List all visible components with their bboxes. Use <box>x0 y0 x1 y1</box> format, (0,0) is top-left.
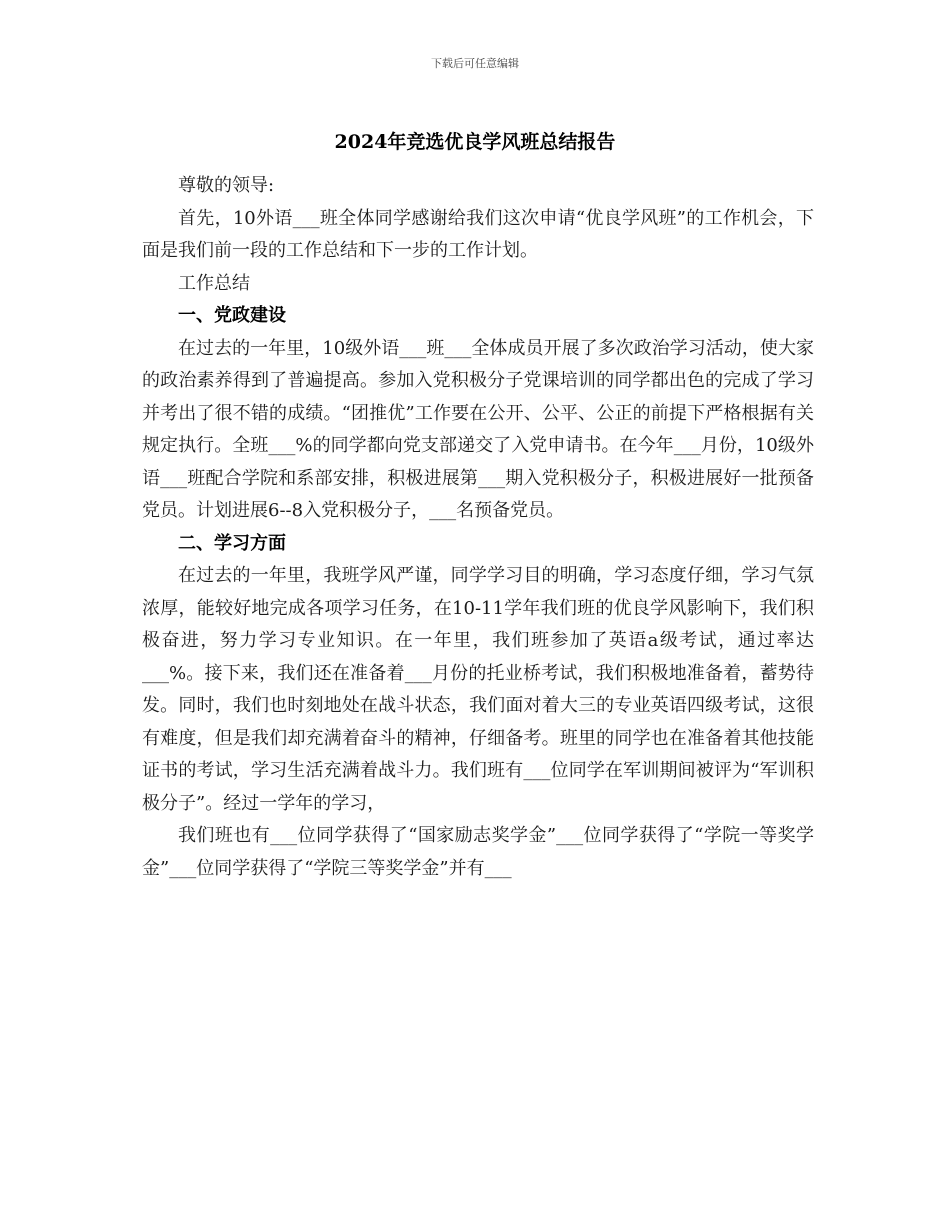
document-body <box>142 170 814 885</box>
section-label: 工作总结 <box>178 272 250 294</box>
section-heading-party: 一、党政建设 <box>178 305 286 326</box>
header-note: 下载后可任意编辑 <box>431 57 519 70</box>
party-paragraph: 在过去的一年里，10级外语___班___全体成员开展了多次政治学习活动，使大家的政治素养得到了普遍提高。参加入党积极分子党课培训的同学都出色的完成了学习并考出了很不错的成绩。“团推优”工作要在公开、公平、公正的前提下严格根据有关规定执行。全班___%的同学都向党支部递交了入党申请书。在今年___月份，10级外语___班配合学院和系部安排，积极进展第___期入党积极分子，积极进展好一批预备党员。计划进展6--8入党积极分子，___名预备党员。 <box>142 337 814 521</box>
study-paragraph: 在过去的一年里，我班学风严谨，同学学习目的明确，学习态度仔细，学习气氛浓厚，能较好地完成各项学习任务，在10-11学年我们班的优良学风影响下，我们积极奋进，努力学习专业知识。在一年里，我们班参加了英语a级考试，通过率达___%。接下来，我们还在准备着___月份的托业桥考试，我们积极地准备着，蓄势待发。同时，我们也时刻地处在战斗状态，我们面对着大三的专业英语四级考试，这很有难度，但是我们却充满着奋斗的精神，仔细备考。班里的同学也在准备着其他技能证书的考试，学习生活充满着战斗力。我们班有___位同学在军训期间被评为“军训积极分子”。经过一学年的学习， <box>142 565 814 814</box>
awards-paragraph: 我们班也有___位同学获得了“国家励志奖学金”___位同学获得了“学院一等奖学金”___位同学获得了“学院三等奖学金”并有___ <box>142 825 814 879</box>
salutation: 尊敬的领导: <box>178 175 275 196</box>
section-heading-study: 二、学习方面 <box>178 532 286 554</box>
document-title: 2024年竞选优良学风班总结报告 <box>334 131 616 153</box>
intro-paragraph: 首先，10外语___班全体同学感谢给我们这次申请“优良学风班”的工作机会，下面是我们前一段的工作总结和下一步的工作计划。 <box>142 207 814 261</box>
